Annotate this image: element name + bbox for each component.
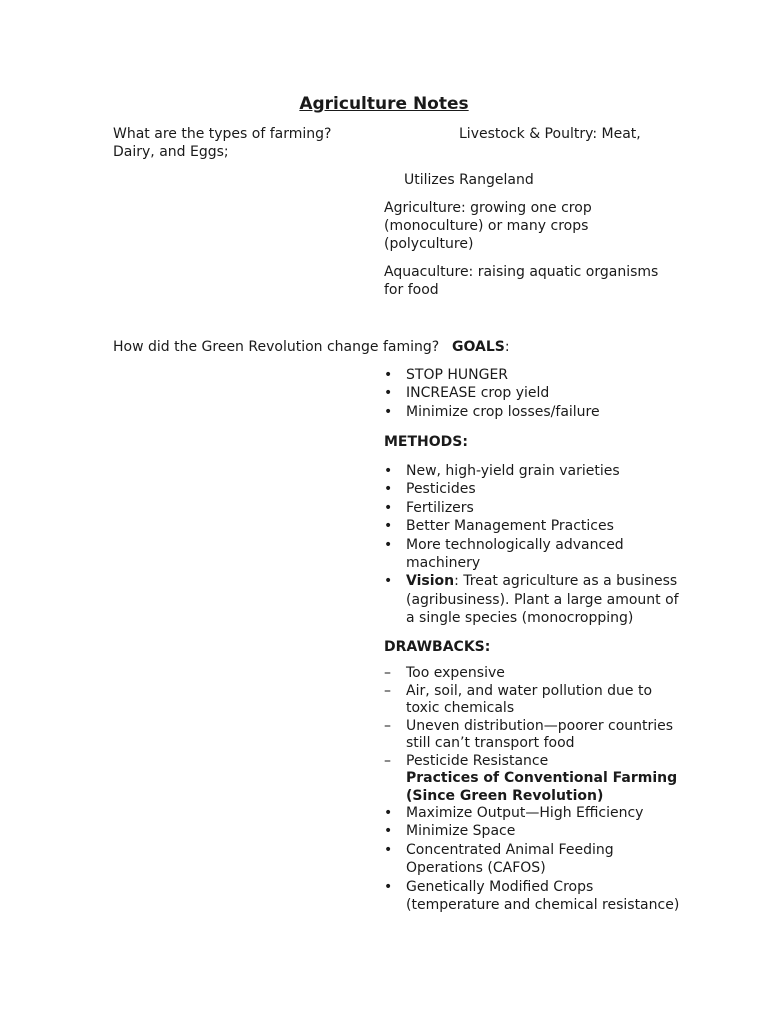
- vision-label: Vision: [406, 573, 455, 590]
- list-item: [384, 878, 684, 915]
- methods-heading: METHODS:: [384, 434, 468, 450]
- vision-line-1: : Treat agriculture as a business: [454, 573, 678, 590]
- list-item: [384, 822, 684, 840]
- page-title: Agriculture Notes: [299, 94, 469, 114]
- agriculture-line-1: Agriculture: growing one crop: [384, 200, 592, 216]
- green-revolution-question: How did the Green Revolution change faming?: [113, 339, 440, 355]
- list-item: [384, 841, 684, 878]
- methods-list-container: [384, 462, 684, 628]
- drawback-line-1: Too expensive: [406, 665, 505, 681]
- list-item: [384, 804, 684, 822]
- conventional-heading-line-1: Practices of Conventional Farming: [406, 770, 678, 786]
- aquaculture-line-2: for food: [384, 282, 439, 298]
- drawbacks-list-container: [384, 665, 684, 805]
- list-item: • Minimize crop losses/failure: [384, 403, 684, 421]
- agriculture-definition: [384, 199, 684, 253]
- conventional-line-2: Operations (CAFOS): [406, 860, 546, 877]
- list-item: • STOP HUNGER: [384, 366, 684, 384]
- aquaculture-definition: [384, 263, 684, 299]
- methods-item-line-1: More technologically advanced: [406, 536, 624, 553]
- conventional-line-1: Genetically Modified Crops: [406, 878, 594, 895]
- list-item: [384, 753, 684, 806]
- goals-colon: :: [504, 339, 510, 355]
- drawback-line-1: Air, soil, and water pollution due to: [406, 682, 653, 699]
- goals-list: [384, 366, 684, 421]
- list-item: [384, 718, 684, 753]
- types-question: What are the types of farming?: [113, 126, 332, 142]
- list-item: • Better Management Practices: [384, 517, 684, 535]
- vision-line-2: (agribusiness). Plant a large amount of: [406, 591, 679, 608]
- conventional-heading-line-2: (Since Green Revolution): [406, 787, 604, 804]
- list-item: [384, 665, 684, 683]
- list-item: • INCREASE crop yield: [384, 384, 684, 402]
- goals-list-container: [384, 366, 684, 421]
- rangeland-text: Utilizes Rangeland: [404, 172, 534, 188]
- drawback-line-2: toxic chemicals: [406, 700, 515, 716]
- methods-list: [384, 462, 684, 628]
- drawbacks-list: [384, 665, 684, 805]
- conventional-line-1: Minimize Space: [406, 823, 516, 840]
- methods-item-line-2: machinery: [406, 555, 481, 572]
- goals-label: GOALS: [452, 339, 505, 355]
- goals-heading: [452, 338, 510, 356]
- conventional-list-container: [384, 804, 684, 914]
- livestock-line-1: Livestock & Poultry: Meat,: [459, 126, 641, 142]
- drawback-line-1: Pesticide Resistance: [406, 752, 549, 769]
- conventional-list: [384, 804, 684, 914]
- conventional-line-1: Maximize Output—High Efficiency: [406, 805, 644, 821]
- aquaculture-line-1: Aquaculture: raising aquatic organisms: [384, 264, 659, 280]
- vision-line-3: a single species (monocropping): [406, 610, 634, 627]
- agriculture-line-3: (polyculture): [384, 236, 474, 252]
- livestock-line-2: Dairy, and Eggs;: [113, 144, 229, 160]
- conventional-line-1: Concentrated Animal Feeding: [406, 841, 614, 858]
- drawbacks-heading: DRAWBACKS:: [384, 639, 491, 655]
- agriculture-line-2: (monoculture) or many crops: [384, 218, 589, 234]
- list-item: [384, 683, 684, 718]
- list-item: • Pesticides: [384, 480, 684, 498]
- list-item: • New, high-yield grain varieties: [384, 462, 684, 480]
- drawback-line-1: Uneven distribution—poorer countries: [406, 717, 674, 734]
- list-item: • Fertilizers: [384, 499, 684, 517]
- conventional-line-2: (temperature and chemical resistance): [406, 897, 680, 914]
- list-item: [384, 536, 684, 573]
- drawback-line-2: still can’t transport food: [406, 735, 575, 751]
- list-item-vision: [384, 572, 684, 627]
